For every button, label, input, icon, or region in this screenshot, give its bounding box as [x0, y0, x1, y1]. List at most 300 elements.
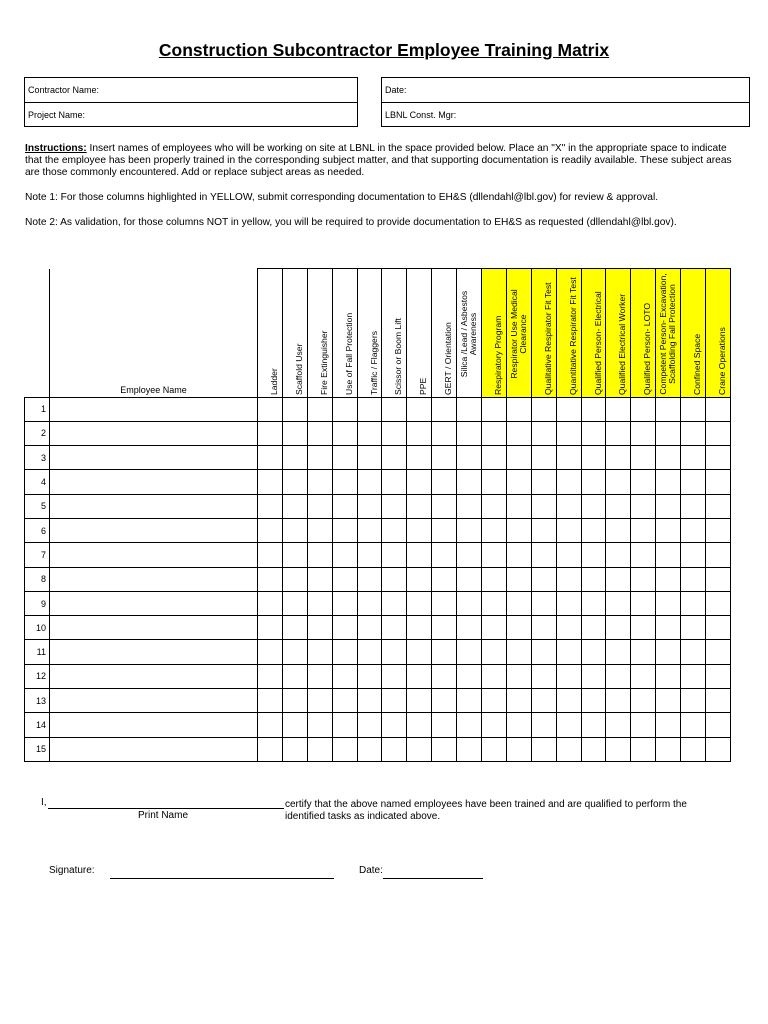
training-check-cell[interactable] — [556, 421, 581, 445]
signature-line[interactable] — [110, 878, 334, 879]
training-check-cell[interactable] — [432, 446, 457, 470]
training-check-cell[interactable] — [706, 591, 731, 615]
lbnl-manager-field[interactable]: LBNL Const. Mgr: — [382, 102, 749, 126]
training-check-cell[interactable] — [556, 494, 581, 518]
training-check-cell[interactable] — [506, 591, 531, 615]
training-check-cell[interactable] — [706, 470, 731, 494]
signature-date-line[interactable] — [383, 878, 483, 879]
training-check-cell[interactable] — [407, 640, 432, 664]
training-check-cell[interactable] — [307, 543, 332, 567]
training-check-cell[interactable] — [531, 640, 556, 664]
training-check-cell[interactable] — [706, 664, 731, 688]
training-check-cell[interactable] — [307, 640, 332, 664]
training-check-cell[interactable] — [282, 664, 307, 688]
training-check-cell[interactable] — [631, 494, 656, 518]
employee-name-cell[interactable] — [50, 664, 258, 688]
training-check-cell[interactable] — [457, 543, 482, 567]
training-check-cell[interactable] — [556, 616, 581, 640]
training-check-cell[interactable] — [382, 640, 407, 664]
training-check-cell[interactable] — [258, 616, 283, 640]
training-check-cell[interactable] — [482, 421, 507, 445]
training-check-cell[interactable] — [332, 640, 357, 664]
training-check-cell[interactable] — [606, 446, 631, 470]
training-check-cell[interactable] — [258, 713, 283, 737]
training-check-cell[interactable] — [258, 397, 283, 421]
training-check-cell[interactable] — [706, 397, 731, 421]
training-check-cell[interactable] — [457, 518, 482, 542]
training-check-cell[interactable] — [407, 470, 432, 494]
training-check-cell[interactable] — [531, 664, 556, 688]
training-check-cell[interactable] — [282, 518, 307, 542]
training-check-cell[interactable] — [681, 397, 706, 421]
training-check-cell[interactable] — [382, 518, 407, 542]
training-check-cell[interactable] — [432, 494, 457, 518]
training-check-cell[interactable] — [357, 397, 382, 421]
training-check-cell[interactable] — [457, 421, 482, 445]
training-check-cell[interactable] — [656, 470, 681, 494]
training-check-cell[interactable] — [407, 737, 432, 761]
employee-name-cell[interactable] — [50, 616, 258, 640]
training-check-cell[interactable] — [307, 397, 332, 421]
training-check-cell[interactable] — [606, 421, 631, 445]
training-check-cell[interactable] — [556, 518, 581, 542]
project-name-field[interactable]: Project Name: — [25, 102, 357, 126]
training-check-cell[interactable] — [706, 518, 731, 542]
training-check-cell[interactable] — [656, 543, 681, 567]
training-check-cell[interactable] — [656, 737, 681, 761]
training-check-cell[interactable] — [432, 713, 457, 737]
training-check-cell[interactable] — [506, 664, 531, 688]
training-check-cell[interactable] — [332, 737, 357, 761]
training-check-cell[interactable] — [407, 518, 432, 542]
training-check-cell[interactable] — [457, 640, 482, 664]
training-check-cell[interactable] — [556, 640, 581, 664]
employee-name-cell[interactable] — [50, 421, 258, 445]
employee-name-cell[interactable] — [50, 470, 258, 494]
training-check-cell[interactable] — [631, 567, 656, 591]
training-check-cell[interactable] — [407, 397, 432, 421]
training-check-cell[interactable] — [482, 616, 507, 640]
training-check-cell[interactable] — [357, 737, 382, 761]
training-check-cell[interactable] — [681, 737, 706, 761]
training-check-cell[interactable] — [407, 567, 432, 591]
training-check-cell[interactable] — [656, 397, 681, 421]
employee-name-cell[interactable] — [50, 494, 258, 518]
training-check-cell[interactable] — [457, 591, 482, 615]
training-check-cell[interactable] — [258, 543, 283, 567]
training-check-cell[interactable] — [681, 591, 706, 615]
training-check-cell[interactable] — [656, 567, 681, 591]
training-check-cell[interactable] — [482, 640, 507, 664]
training-check-cell[interactable] — [681, 470, 706, 494]
training-check-cell[interactable] — [556, 591, 581, 615]
training-check-cell[interactable] — [457, 616, 482, 640]
training-check-cell[interactable] — [581, 494, 606, 518]
training-check-cell[interactable] — [332, 543, 357, 567]
training-check-cell[interactable] — [631, 543, 656, 567]
training-check-cell[interactable] — [282, 421, 307, 445]
training-check-cell[interactable] — [606, 470, 631, 494]
training-check-cell[interactable] — [332, 567, 357, 591]
training-check-cell[interactable] — [332, 470, 357, 494]
training-check-cell[interactable] — [457, 689, 482, 713]
training-check-cell[interactable] — [407, 446, 432, 470]
training-check-cell[interactable] — [432, 616, 457, 640]
training-check-cell[interactable] — [656, 664, 681, 688]
training-check-cell[interactable] — [282, 713, 307, 737]
training-check-cell[interactable] — [556, 470, 581, 494]
training-check-cell[interactable] — [432, 421, 457, 445]
training-check-cell[interactable] — [457, 446, 482, 470]
training-check-cell[interactable] — [258, 494, 283, 518]
training-check-cell[interactable] — [556, 664, 581, 688]
training-check-cell[interactable] — [332, 446, 357, 470]
training-check-cell[interactable] — [631, 640, 656, 664]
employee-name-cell[interactable] — [50, 713, 258, 737]
training-check-cell[interactable] — [581, 640, 606, 664]
training-check-cell[interactable] — [656, 713, 681, 737]
training-check-cell[interactable] — [531, 591, 556, 615]
training-check-cell[interactable] — [606, 494, 631, 518]
training-check-cell[interactable] — [282, 616, 307, 640]
training-check-cell[interactable] — [432, 470, 457, 494]
training-check-cell[interactable] — [482, 689, 507, 713]
training-check-cell[interactable] — [681, 421, 706, 445]
employee-name-cell[interactable] — [50, 567, 258, 591]
training-check-cell[interactable] — [382, 446, 407, 470]
training-check-cell[interactable] — [382, 737, 407, 761]
training-check-cell[interactable] — [332, 421, 357, 445]
training-check-cell[interactable] — [706, 421, 731, 445]
training-check-cell[interactable] — [631, 397, 656, 421]
training-check-cell[interactable] — [606, 689, 631, 713]
training-check-cell[interactable] — [307, 470, 332, 494]
training-check-cell[interactable] — [258, 446, 283, 470]
training-check-cell[interactable] — [581, 470, 606, 494]
training-check-cell[interactable] — [606, 591, 631, 615]
training-check-cell[interactable] — [506, 689, 531, 713]
training-check-cell[interactable] — [681, 664, 706, 688]
training-check-cell[interactable] — [332, 689, 357, 713]
training-check-cell[interactable] — [258, 737, 283, 761]
training-check-cell[interactable] — [631, 446, 656, 470]
training-check-cell[interactable] — [282, 543, 307, 567]
training-check-cell[interactable] — [556, 543, 581, 567]
training-check-cell[interactable] — [407, 689, 432, 713]
training-check-cell[interactable] — [382, 494, 407, 518]
training-check-cell[interactable] — [581, 397, 606, 421]
training-check-cell[interactable] — [357, 616, 382, 640]
training-check-cell[interactable] — [606, 640, 631, 664]
training-check-cell[interactable] — [482, 737, 507, 761]
training-check-cell[interactable] — [656, 518, 681, 542]
training-check-cell[interactable] — [407, 591, 432, 615]
training-check-cell[interactable] — [432, 518, 457, 542]
training-check-cell[interactable] — [457, 664, 482, 688]
training-check-cell[interactable] — [482, 664, 507, 688]
training-check-cell[interactable] — [432, 737, 457, 761]
training-check-cell[interactable] — [282, 470, 307, 494]
training-check-cell[interactable] — [681, 543, 706, 567]
training-check-cell[interactable] — [457, 494, 482, 518]
print-name-line[interactable] — [48, 808, 284, 809]
training-check-cell[interactable] — [531, 421, 556, 445]
training-check-cell[interactable] — [282, 397, 307, 421]
training-check-cell[interactable] — [307, 494, 332, 518]
training-check-cell[interactable] — [531, 616, 556, 640]
training-check-cell[interactable] — [556, 446, 581, 470]
training-check-cell[interactable] — [531, 470, 556, 494]
training-check-cell[interactable] — [307, 446, 332, 470]
training-check-cell[interactable] — [581, 567, 606, 591]
training-check-cell[interactable] — [457, 567, 482, 591]
training-check-cell[interactable] — [382, 713, 407, 737]
training-check-cell[interactable] — [706, 737, 731, 761]
training-check-cell[interactable] — [282, 737, 307, 761]
training-check-cell[interactable] — [282, 494, 307, 518]
training-check-cell[interactable] — [432, 591, 457, 615]
training-check-cell[interactable] — [581, 689, 606, 713]
training-check-cell[interactable] — [307, 591, 332, 615]
training-check-cell[interactable] — [357, 591, 382, 615]
training-check-cell[interactable] — [631, 664, 656, 688]
training-check-cell[interactable] — [656, 616, 681, 640]
training-check-cell[interactable] — [531, 518, 556, 542]
training-check-cell[interactable] — [258, 421, 283, 445]
training-check-cell[interactable] — [581, 713, 606, 737]
training-check-cell[interactable] — [282, 689, 307, 713]
contractor-name-field[interactable]: Contractor Name: — [28, 85, 100, 95]
training-check-cell[interactable] — [631, 689, 656, 713]
training-check-cell[interactable] — [581, 518, 606, 542]
training-check-cell[interactable] — [357, 543, 382, 567]
training-check-cell[interactable] — [357, 640, 382, 664]
training-check-cell[interactable] — [357, 446, 382, 470]
training-check-cell[interactable] — [606, 543, 631, 567]
training-check-cell[interactable] — [332, 713, 357, 737]
training-check-cell[interactable] — [357, 470, 382, 494]
training-check-cell[interactable] — [307, 713, 332, 737]
training-check-cell[interactable] — [681, 446, 706, 470]
employee-name-cell[interactable] — [50, 737, 258, 761]
training-check-cell[interactable] — [407, 543, 432, 567]
training-check-cell[interactable] — [382, 591, 407, 615]
training-check-cell[interactable] — [681, 640, 706, 664]
employee-name-cell[interactable] — [50, 591, 258, 615]
training-check-cell[interactable] — [556, 397, 581, 421]
training-check-cell[interactable] — [282, 640, 307, 664]
training-check-cell[interactable] — [606, 737, 631, 761]
training-check-cell[interactable] — [357, 421, 382, 445]
training-check-cell[interactable] — [706, 494, 731, 518]
training-check-cell[interactable] — [506, 713, 531, 737]
training-check-cell[interactable] — [656, 591, 681, 615]
training-check-cell[interactable] — [556, 689, 581, 713]
training-check-cell[interactable] — [407, 616, 432, 640]
training-check-cell[interactable] — [482, 397, 507, 421]
training-check-cell[interactable] — [307, 689, 332, 713]
training-check-cell[interactable] — [506, 518, 531, 542]
training-check-cell[interactable] — [681, 494, 706, 518]
training-check-cell[interactable] — [631, 470, 656, 494]
employee-name-cell[interactable] — [50, 518, 258, 542]
training-check-cell[interactable] — [482, 518, 507, 542]
training-check-cell[interactable] — [307, 567, 332, 591]
training-check-cell[interactable] — [258, 664, 283, 688]
training-check-cell[interactable] — [631, 518, 656, 542]
training-check-cell[interactable] — [706, 567, 731, 591]
training-check-cell[interactable] — [556, 737, 581, 761]
training-check-cell[interactable] — [581, 543, 606, 567]
training-check-cell[interactable] — [457, 397, 482, 421]
training-check-cell[interactable] — [706, 543, 731, 567]
training-check-cell[interactable] — [307, 421, 332, 445]
training-check-cell[interactable] — [357, 494, 382, 518]
training-check-cell[interactable] — [258, 640, 283, 664]
training-check-cell[interactable] — [482, 567, 507, 591]
training-check-cell[interactable] — [581, 737, 606, 761]
training-check-cell[interactable] — [531, 737, 556, 761]
training-check-cell[interactable] — [357, 567, 382, 591]
training-check-cell[interactable] — [681, 567, 706, 591]
training-check-cell[interactable] — [506, 737, 531, 761]
training-check-cell[interactable] — [531, 543, 556, 567]
training-check-cell[interactable] — [506, 494, 531, 518]
training-check-cell[interactable] — [631, 713, 656, 737]
employee-name-cell[interactable] — [50, 397, 258, 421]
employee-name-cell[interactable] — [50, 446, 258, 470]
training-check-cell[interactable] — [307, 616, 332, 640]
training-check-cell[interactable] — [357, 713, 382, 737]
training-check-cell[interactable] — [506, 640, 531, 664]
training-check-cell[interactable] — [307, 664, 332, 688]
training-check-cell[interactable] — [282, 567, 307, 591]
training-check-cell[interactable] — [332, 397, 357, 421]
training-check-cell[interactable] — [482, 494, 507, 518]
training-check-cell[interactable] — [432, 664, 457, 688]
training-check-cell[interactable] — [531, 494, 556, 518]
training-check-cell[interactable] — [706, 640, 731, 664]
training-check-cell[interactable] — [581, 591, 606, 615]
training-check-cell[interactable] — [556, 713, 581, 737]
training-check-cell[interactable] — [357, 664, 382, 688]
training-check-cell[interactable] — [706, 446, 731, 470]
training-check-cell[interactable] — [531, 713, 556, 737]
training-check-cell[interactable] — [581, 446, 606, 470]
training-check-cell[interactable] — [382, 567, 407, 591]
training-check-cell[interactable] — [258, 591, 283, 615]
training-check-cell[interactable] — [432, 640, 457, 664]
training-check-cell[interactable] — [407, 494, 432, 518]
training-check-cell[interactable] — [706, 616, 731, 640]
employee-name-cell[interactable] — [50, 640, 258, 664]
training-check-cell[interactable] — [606, 713, 631, 737]
training-check-cell[interactable] — [432, 397, 457, 421]
training-check-cell[interactable] — [681, 713, 706, 737]
training-check-cell[interactable] — [282, 446, 307, 470]
training-check-cell[interactable] — [506, 470, 531, 494]
training-check-cell[interactable] — [382, 543, 407, 567]
training-check-cell[interactable] — [681, 518, 706, 542]
training-check-cell[interactable] — [581, 616, 606, 640]
training-check-cell[interactable] — [506, 543, 531, 567]
training-check-cell[interactable] — [382, 664, 407, 688]
training-check-cell[interactable] — [332, 518, 357, 542]
training-check-cell[interactable] — [357, 689, 382, 713]
training-check-cell[interactable] — [706, 713, 731, 737]
employee-name-cell[interactable] — [50, 543, 258, 567]
training-check-cell[interactable] — [407, 421, 432, 445]
training-check-cell[interactable] — [307, 737, 332, 761]
training-check-cell[interactable] — [531, 567, 556, 591]
training-check-cell[interactable] — [258, 689, 283, 713]
training-check-cell[interactable] — [506, 616, 531, 640]
training-check-cell[interactable] — [531, 397, 556, 421]
training-check-cell[interactable] — [382, 421, 407, 445]
training-check-cell[interactable] — [506, 421, 531, 445]
training-check-cell[interactable] — [482, 713, 507, 737]
training-check-cell[interactable] — [432, 567, 457, 591]
training-check-cell[interactable] — [606, 567, 631, 591]
training-check-cell[interactable] — [258, 518, 283, 542]
training-check-cell[interactable] — [432, 543, 457, 567]
training-check-cell[interactable] — [631, 616, 656, 640]
employee-name-cell[interactable] — [50, 689, 258, 713]
training-check-cell[interactable] — [506, 446, 531, 470]
date-field[interactable]: Date: — [385, 85, 407, 95]
training-check-cell[interactable] — [556, 567, 581, 591]
training-check-cell[interactable] — [382, 470, 407, 494]
training-check-cell[interactable] — [606, 664, 631, 688]
training-check-cell[interactable] — [631, 591, 656, 615]
training-check-cell[interactable] — [482, 446, 507, 470]
training-check-cell[interactable] — [258, 567, 283, 591]
training-check-cell[interactable] — [581, 421, 606, 445]
training-check-cell[interactable] — [332, 616, 357, 640]
training-check-cell[interactable] — [482, 470, 507, 494]
training-check-cell[interactable] — [357, 518, 382, 542]
training-check-cell[interactable] — [482, 591, 507, 615]
training-check-cell[interactable] — [631, 421, 656, 445]
training-check-cell[interactable] — [457, 713, 482, 737]
training-check-cell[interactable] — [506, 397, 531, 421]
training-check-cell[interactable] — [531, 689, 556, 713]
training-check-cell[interactable] — [506, 567, 531, 591]
training-check-cell[interactable] — [457, 737, 482, 761]
training-check-cell[interactable] — [258, 470, 283, 494]
training-check-cell[interactable] — [407, 664, 432, 688]
training-check-cell[interactable] — [457, 470, 482, 494]
training-check-cell[interactable] — [282, 591, 307, 615]
training-check-cell[interactable] — [482, 543, 507, 567]
training-check-cell[interactable] — [382, 689, 407, 713]
training-check-cell[interactable] — [606, 518, 631, 542]
training-check-cell[interactable] — [407, 713, 432, 737]
training-check-cell[interactable] — [606, 616, 631, 640]
training-check-cell[interactable] — [606, 397, 631, 421]
training-check-cell[interactable] — [382, 397, 407, 421]
training-check-cell[interactable] — [681, 616, 706, 640]
training-check-cell[interactable] — [581, 664, 606, 688]
training-check-cell[interactable] — [307, 518, 332, 542]
training-check-cell[interactable] — [332, 494, 357, 518]
training-check-cell[interactable] — [332, 664, 357, 688]
training-check-cell[interactable] — [631, 737, 656, 761]
training-check-cell[interactable] — [656, 494, 681, 518]
training-check-cell[interactable] — [382, 616, 407, 640]
training-check-cell[interactable] — [681, 689, 706, 713]
training-check-cell[interactable] — [656, 689, 681, 713]
